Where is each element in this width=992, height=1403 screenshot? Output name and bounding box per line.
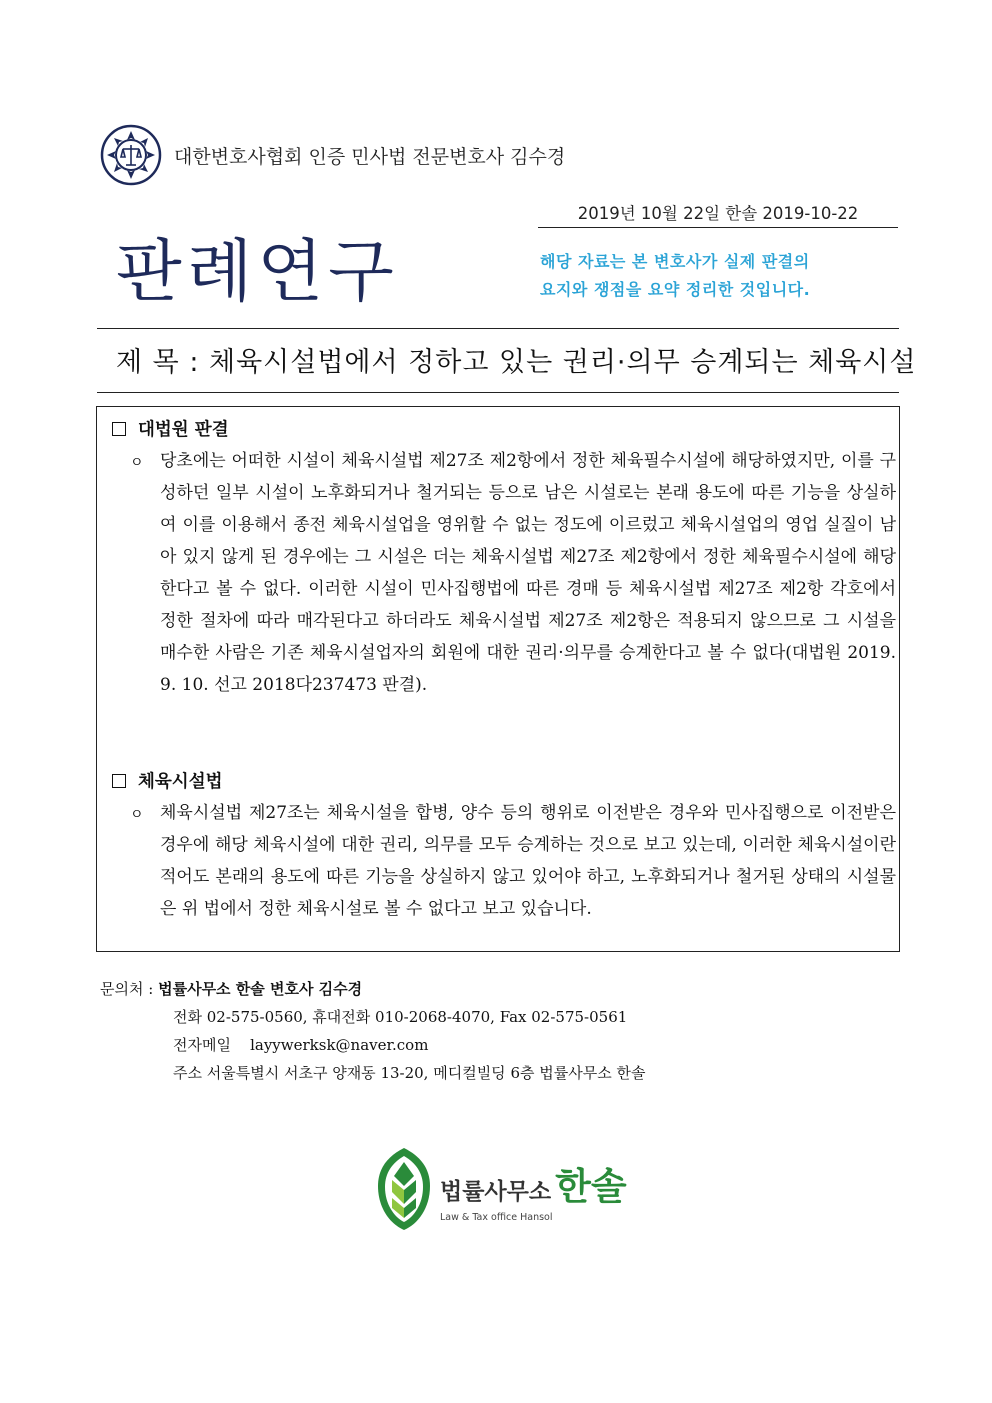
- contact-block: [100, 975, 645, 1087]
- notice-line-2: 요지와 쟁점을 요약 정리한 것입니다.: [540, 280, 811, 299]
- contact-label: 문의처: [100, 980, 144, 998]
- date-line: 2019년 10월 22일 한솔 2019-10-22: [538, 200, 898, 228]
- bar-association-emblem-icon: [100, 124, 162, 186]
- subject-line: 제 목 : 체육시설법에서 정하고 있는 권리·의무 승계되는 체육시설: [116, 347, 917, 378]
- organization-name: 대한변호사협회 인증 민사법 전문변호사 김수경: [174, 145, 566, 168]
- logo-firm-name: 한솔: [555, 1164, 627, 1208]
- bullet-icon: ㅇ: [130, 455, 144, 471]
- section-heading-label: 체육시설법: [138, 772, 223, 792]
- divider-bottom: [97, 392, 899, 393]
- contact-row-email: [100, 1031, 645, 1059]
- section-heading-label: 대법원 판결: [138, 420, 229, 440]
- checkbox-icon: [112, 774, 126, 788]
- section-paragraph-sports-facility-act: 체육시설법 제27조는 체육시설을 합병, 양수 등의 행위로 이전받은 경우와 민사집행으로 이전받은 경우에 해당 체육시설에 대한 권리, 의무를 모두 승계하는 것으로 보고 있는데, 이러한 체육시설이란 적어도 본래의 용도에 따른 기능을 상실하지 않고 있어야 하고, 노후화되거나 철거된 상태의 시설물은 위 법에서 정한 체육시설로 볼 수 없다고 보고 있습니다.: [160, 803, 896, 919]
- logo-firm-type: 법률사무소: [440, 1178, 552, 1205]
- contact-name: 법률사무소 한솔 변호사 김수경: [158, 980, 363, 998]
- contact-phone: 전화 02-575-0560, 휴대전화 010-2068-4070, Fax 02-575-0561: [173, 1008, 628, 1026]
- firm-logo: [376, 1146, 627, 1232]
- notice-text: [540, 248, 810, 304]
- divider-top: [97, 328, 899, 329]
- section-paragraph-supreme-court: 당초에는 어떠한 시설이 체육시설법 제27조 제2항에서 정한 체육필수시설에 해당하였지만, 이를 구성하던 일부 시설이 노후화되거나 철거되는 등으로 남은 시설로는 본래 용도에 따른 기능을 상실하여 이를 이용해서 종전 체육시설업을 영위할 수 없는 정도에 이르렀고 체육시설업의 영업 실질이 남아 있지 않게 된 경우에는 그 시설은 더는 체육시설법 제27조 제2항에서 정한 체육필수시설에 해당한다고 볼 수 없다. 이러한 시설이 민사집행법에 따른 경매 등 체육시설법 제27조 제2항 각호에서 정한 절차에 따라 매각된다고 하더라도 체육시설법 제27조 제2항은 적용되지 않으므로 그 시설을 매수한 사람은 기존 체육시설업자의 회원에 대한 권리·의무를 승계한다고 볼 수 없다(대법원 2019. 9. 10. 선고 2018다237473 판결).: [160, 451, 896, 695]
- notice-line-1: 해당 자료는 본 변호사가 실제 판결의: [540, 252, 810, 271]
- contact-address: 주소 서울특별시 서초구 양재동 13-20, 메디컬빌딩 6층 법률사무소 한솔: [173, 1064, 646, 1082]
- logo-text: [440, 1156, 627, 1223]
- contact-row-name: 문의처 : 법률사무소 한솔 변호사 김수경: [100, 980, 363, 998]
- bullet-icon: ㅇ: [130, 807, 144, 823]
- page-title: 판례연구: [116, 233, 399, 312]
- contact-email-label: 전자메일: [173, 1036, 231, 1054]
- contact-email: layywerksk@naver.com: [250, 1036, 429, 1054]
- section-heading-supreme-court: [112, 416, 229, 441]
- header-org: [100, 124, 565, 186]
- leaf-logo-icon: [376, 1146, 432, 1232]
- logo-english-name: Law & Tax office Hansol: [440, 1211, 553, 1223]
- section-heading-sports-facility-act: [112, 768, 223, 793]
- checkbox-icon: [112, 422, 126, 436]
